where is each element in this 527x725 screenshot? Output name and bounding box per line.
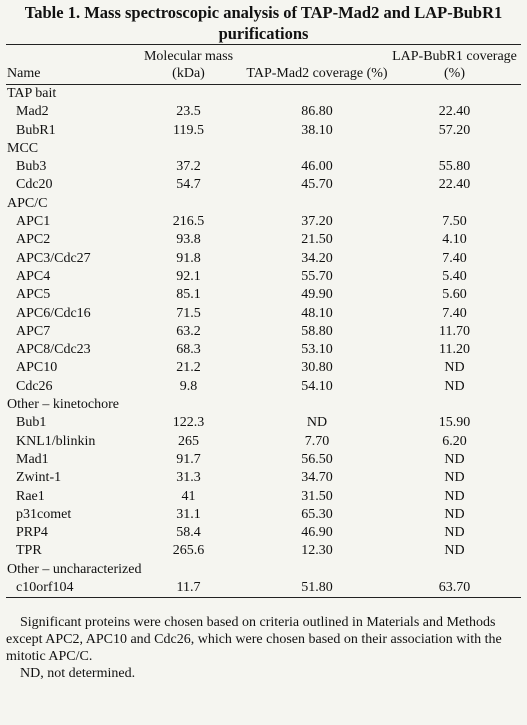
tap-coverage: 7.70 — [304, 433, 330, 449]
lap-coverage: 11.70 — [439, 323, 470, 339]
table-row — [6, 469, 521, 487]
protein-name: APC4 — [16, 268, 51, 284]
lap-coverage: ND — [444, 360, 465, 376]
table-row — [6, 122, 521, 140]
tap-coverage: 12.30 — [301, 543, 333, 559]
protein-name: Zwint-1 — [16, 470, 62, 486]
lap-coverage: 11.20 — [439, 342, 470, 358]
table-row — [6, 451, 521, 469]
table-row — [6, 506, 521, 524]
molecular-mass: 58.4 — [176, 525, 201, 541]
protein-name: Rae1 — [16, 488, 45, 504]
group-row — [6, 561, 521, 579]
table-title: Table 1. Mass spectroscopic analysis of TAP-Mad2 and LAP-BubR1 purifications — [24, 3, 503, 43]
table-row — [6, 341, 521, 359]
table-row — [6, 378, 521, 396]
table-row — [6, 579, 521, 597]
table-body — [6, 85, 521, 597]
protein-name: Bub3 — [16, 159, 47, 175]
molecular-mass: 71.5 — [176, 305, 201, 321]
molecular-mass: 119.5 — [173, 122, 204, 138]
protein-name: APC8/Cdc23 — [16, 342, 91, 358]
molecular-mass: 31.3 — [176, 470, 201, 486]
lap-coverage: 7.40 — [442, 250, 467, 266]
tap-coverage: 54.10 — [301, 378, 333, 394]
footnote-nd: ND, not determined. — [20, 666, 136, 682]
table-row — [6, 158, 521, 176]
lap-coverage: 6.20 — [442, 433, 467, 449]
table-row — [6, 359, 521, 377]
table-row — [6, 305, 521, 323]
tap-coverage: 46.00 — [301, 159, 333, 175]
table-row — [6, 542, 521, 560]
header-row — [6, 45, 521, 84]
lap-coverage: ND — [444, 378, 465, 394]
protein-name: PRP4 — [16, 525, 48, 541]
molecular-mass: 85.1 — [176, 287, 201, 303]
lap-coverage: 63.70 — [438, 580, 471, 596]
table-row — [6, 250, 521, 268]
lap-coverage: ND — [444, 470, 465, 486]
protein-name: Mad2 — [16, 104, 49, 120]
table-row — [6, 488, 521, 506]
group-row — [6, 85, 521, 103]
molecular-mass: 265.6 — [172, 543, 205, 559]
protein-name: c10orf104 — [16, 580, 74, 596]
protein-name: APC5 — [16, 287, 51, 303]
tap-coverage: 37.20 — [301, 214, 333, 230]
molecular-mass: 31.1 — [176, 506, 201, 522]
molecular-mass: 92.1 — [176, 268, 201, 284]
tap-coverage: 86.80 — [301, 104, 333, 120]
protein-name: APC1 — [16, 214, 51, 230]
molecular-mass: 9.8 — [179, 378, 198, 394]
table-row — [6, 176, 521, 194]
protein-name: APC10 — [16, 360, 58, 376]
table-row — [6, 286, 521, 304]
lap-coverage: 15.90 — [438, 415, 471, 431]
lap-coverage: ND — [444, 488, 465, 504]
table-row — [6, 231, 521, 249]
tap-coverage: 65.30 — [301, 506, 333, 522]
tap-coverage: 51.80 — [301, 580, 333, 596]
molecular-mass: 11.7 — [176, 580, 201, 596]
molecular-mass: 122.3 — [172, 415, 205, 431]
group-label: MCC — [7, 140, 39, 156]
lap-coverage: 57.20 — [438, 122, 471, 138]
lap-coverage: 55.80 — [438, 159, 471, 175]
protein-name: APC7 — [16, 323, 51, 339]
group-label: Other – kinetochore — [7, 397, 119, 413]
protein-name: Cdc20 — [16, 177, 53, 193]
molecular-mass: 23.5 — [176, 104, 201, 120]
tap-coverage: 58.80 — [301, 323, 333, 339]
molecular-mass: 68.3 — [176, 342, 201, 358]
tap-coverage: 53.10 — [301, 342, 333, 358]
molecular-mass: 91.8 — [176, 250, 201, 266]
protein-name: TPR — [16, 543, 42, 559]
protein-name: APC3/Cdc27 — [16, 250, 91, 266]
group-row — [6, 396, 521, 414]
lap-coverage: 7.40 — [442, 305, 467, 321]
protein-name: Bub1 — [16, 415, 47, 431]
protein-name: p31comet — [16, 506, 72, 522]
tap-coverage: 55.70 — [301, 268, 333, 284]
lap-coverage: 22.40 — [438, 177, 471, 193]
tap-coverage: 34.20 — [301, 250, 333, 266]
molecular-mass: 265 — [178, 433, 199, 449]
group-row — [6, 195, 521, 213]
data-table — [6, 45, 521, 597]
protein-name: APC6/Cdc16 — [16, 305, 91, 321]
bottom-rule — [6, 597, 521, 598]
tap-coverage: 30.80 — [301, 360, 333, 376]
lap-coverage: 22.40 — [438, 104, 471, 120]
protein-name: BubR1 — [16, 122, 56, 138]
protein-name: KNL1/blinkin — [16, 433, 96, 449]
tap-coverage: 34.70 — [301, 470, 333, 486]
tap-coverage: 48.10 — [301, 305, 333, 321]
header-mass: Molecular mass (kDa) — [143, 49, 234, 81]
group-row — [6, 140, 521, 158]
molecular-mass: 216.5 — [172, 214, 205, 230]
table-row — [6, 524, 521, 542]
lap-coverage: ND — [444, 451, 465, 467]
tap-coverage: ND — [306, 415, 328, 431]
molecular-mass: 21.2 — [176, 360, 201, 376]
molecular-mass: 41 — [181, 488, 196, 504]
lap-coverage: 5.60 — [442, 287, 467, 303]
table-row — [6, 213, 521, 231]
molecular-mass: 37.2 — [176, 159, 201, 175]
tap-coverage: 45.70 — [301, 177, 333, 193]
tap-coverage: 46.90 — [301, 525, 333, 541]
header-lap-coverage: LAP-BubR1 coverage (%) — [392, 49, 517, 81]
table-row — [6, 414, 521, 432]
group-label: APC/C — [7, 195, 48, 211]
protein-name: APC2 — [16, 232, 51, 248]
table-row — [6, 323, 521, 341]
lap-coverage: ND — [444, 525, 465, 541]
tap-coverage: 38.10 — [301, 122, 333, 138]
molecular-mass: 93.8 — [176, 232, 201, 248]
tap-coverage: 49.90 — [301, 287, 333, 303]
header-tap-coverage: TAP-Mad2 coverage (%) — [246, 66, 388, 81]
protein-name: Mad1 — [16, 451, 49, 467]
tap-coverage: 21.50 — [301, 232, 333, 248]
group-label: Other – uncharacterized — [7, 561, 142, 577]
group-label: TAP bait — [7, 86, 57, 101]
table-row — [6, 433, 521, 451]
lap-coverage: ND — [444, 506, 465, 522]
table-row — [6, 268, 521, 286]
table-row — [6, 103, 521, 121]
tap-coverage: 56.50 — [301, 451, 333, 467]
lap-coverage: ND — [444, 543, 465, 559]
lap-coverage: 4.10 — [442, 232, 467, 248]
molecular-mass: 63.2 — [176, 323, 201, 339]
lap-coverage: 5.40 — [442, 268, 467, 284]
header-name: Name — [7, 66, 41, 81]
tap-coverage: 31.50 — [301, 488, 333, 504]
molecular-mass: 54.7 — [176, 177, 201, 193]
molecular-mass: 91.7 — [176, 451, 201, 467]
footnote-criteria: Significant proteins were chosen based on criteria outlined in Materials and Methods except APC2, APC10 and Cdc26, which were chosen based on their association with the mitotic APC/C. — [6, 615, 502, 665]
lap-coverage: 7.50 — [442, 214, 467, 230]
protein-name: Cdc26 — [16, 378, 53, 394]
